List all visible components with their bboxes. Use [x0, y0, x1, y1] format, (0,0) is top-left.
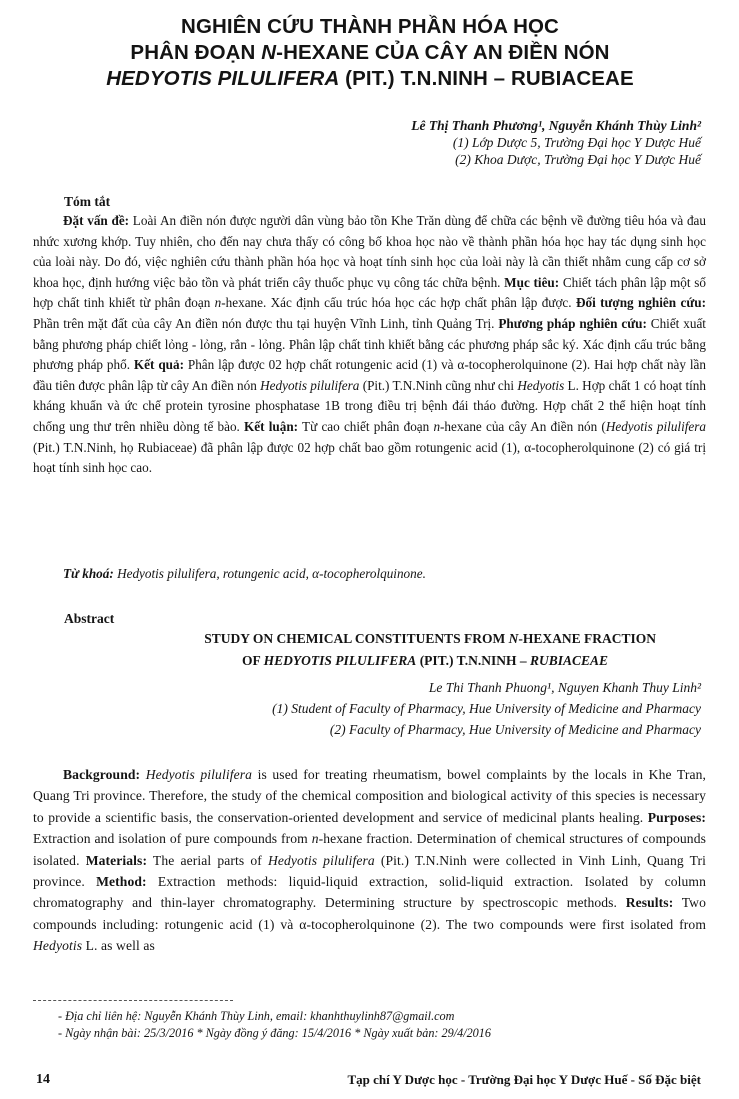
- title-en-part: OF: [242, 653, 264, 668]
- title-line-3: [40, 66, 700, 92]
- text-aim-vi-2: -hexane. Xác định cấu trúc hóa học các hợp chất phân lập được.: [221, 295, 576, 311]
- keywords-vi: [63, 566, 426, 582]
- label-conclusion-vi: Kết luận:: [244, 418, 299, 434]
- journal-name: Tạp chí Y Dược học - Trường Đại học Y Dược Huế - Số Đặc biệt: [347, 1072, 701, 1087]
- title-line-1: NGHIÊN CỨU THÀNH PHẦN HÓA HỌC: [181, 15, 559, 38]
- title-en-part: (PIT.) T.N.NINH –: [416, 653, 530, 668]
- text-materials-en-2: (Pit.) T.N.Ninh were collected in Vinh Linh, Quang Tri province.: [33, 852, 707, 890]
- text-materials-en: The aerial parts of: [147, 852, 268, 868]
- label-background-en: Background:: [63, 767, 141, 782]
- text-background-vi: Loài An điền nón được người dân vùng bảo tồn Khe Trăn dùng để chữa các bệnh về đường tiêu hóa và đau nhức xương khớp. Tuy nhiên, cho đến nay chưa thấy có công bố khoa học nào về thành phần hóa học hay tác dụng sinh học của loài này. Do đó, việc nghiên cứu thành phần hóa học và hoạt tính sinh học của loài này là cần thiết nhằm cung cấp cơ sở khoa học, định hướng việc bảo tồn và phát triển cây thuốc phục vụ công tác chữa bệnh.: [33, 213, 706, 290]
- article-title-en: [60, 628, 700, 672]
- affiliation-2-en: (2) Faculty of Pharmacy, Hue University of Medicine and Pharmacy: [329, 722, 701, 737]
- summary-heading: Tóm tắt: [64, 194, 111, 209]
- text-subject-vi: Phần trên mặt đất của cây An điền nón được thu tại huyện Vĩnh Linh, tỉnh Quảng Trị.: [33, 315, 499, 331]
- summary-en: [33, 764, 706, 957]
- label-background-vi: Đặt vấn đề:: [63, 213, 130, 228]
- affiliation-1-vi: (1) Lớp Dược 5, Trường Đại học Y Dược Huế: [452, 135, 701, 150]
- title-en-part: -HEXANE FRACTION: [518, 631, 656, 646]
- label-aim-vi: Mục tiêu:: [504, 274, 560, 290]
- author-names-vi: Lê Thị Thanh Phương¹, Nguyễn Khánh Thùy Linh²: [411, 118, 701, 133]
- text-background-species-en: Hedyotis pilulifera: [140, 767, 253, 782]
- label-results-vi: Kết quả:: [133, 357, 184, 373]
- label-results-en: Results:: [625, 895, 674, 911]
- text-purposes-en-2: -hexane fraction. Determination of chemical structures of compounds isolated.: [33, 831, 706, 868]
- text-results-vi: Phân lập được 02 hợp chất rotungenic acid (1) và α-tocopherolquinone (2). Hai hợp chất này lần đầu tiên được phân lập từ cây An điền nón: [33, 357, 706, 393]
- footnotes: [58, 1008, 491, 1041]
- text-results-en: Two compounds including: rotungenic acid (1) và α-tocopherolquinone (2). The two compounds were first isolated from: [33, 895, 706, 932]
- author-names-en: Le Thi Thanh Phuong¹, Nguyen Khanh Thuy Linh²: [428, 680, 701, 695]
- title-line-2-part: PHÂN ĐOẠN: [130, 41, 262, 64]
- label-materials-en: Materials:: [85, 852, 148, 868]
- label-method-vi: Phương pháp nghiên cứu:: [498, 315, 647, 331]
- text-purposes-en: Extraction and isolation of pure compounds from: [33, 831, 312, 847]
- text-purposes-n-en: n: [311, 831, 319, 847]
- text-results-genus-vi: Hedyotis: [517, 377, 565, 393]
- title-en-line-1: [60, 628, 700, 650]
- text-method-vi: Chiết xuất bằng phương pháp chiết lỏng - lỏng, rắn - lỏng. Phân lập chất tinh khiết bằng các phương pháp sắc ký. Xác định cấu trúc bằng phương pháp phổ.: [33, 315, 706, 373]
- text-conclusion-vi-2: -hexane của cây An điền nón (: [440, 418, 606, 434]
- text-conclusion-vi-3: (Pit.) T.N.Ninh, họ Rubiaceae) đã phân lập được 02 hợp chất bao gồm rotungenic acid (1), α-tocopherolquinone (2) có giá trị hoạt tính sinh học cao.: [33, 439, 706, 476]
- abstract-heading: Abstract: [64, 611, 115, 626]
- title-line-2-part: -HEXANE CỦA CÂY AN ĐIỀN NÓN: [276, 41, 610, 64]
- text-materials-species-en: Hedyotis pilulifera: [267, 852, 375, 868]
- text-method-en: Extraction methods: liquid-liquid extraction, solid-liquid extraction. Isolated by column chromatography and thin-layer chromatography. Determining structure by spectroscopic methods.: [33, 874, 706, 911]
- title-en-n: N: [508, 631, 519, 646]
- title-line-2-italic: N: [261, 41, 277, 64]
- text-aim-n-vi: n: [214, 295, 222, 311]
- label-purposes-en: Purposes:: [647, 809, 706, 825]
- text-keywords-vi: Hedyotis pilulifera, rotungenic acid, α-tocopherolquinone.: [113, 566, 426, 581]
- title-en-part: STUDY ON CHEMICAL CONSTITUENTS FROM: [204, 631, 509, 646]
- summary-vi: [33, 211, 706, 479]
- label-subject-vi: Đối tượng nghiên cứu:: [575, 295, 706, 311]
- affiliation-2-vi: (2) Khoa Dược, Trường Đại học Y Dược Huế: [455, 152, 701, 167]
- text-conclusion-vi: Từ cao chiết phân đoạn: [298, 418, 434, 434]
- title-en-family: RUBIACEAE: [529, 653, 608, 668]
- authors-en: [272, 677, 701, 740]
- label-keywords-vi: Từ khoá:: [63, 566, 114, 581]
- title-en-species: HEDYOTIS PILULIFERA: [263, 653, 417, 668]
- text-results-en-2: L. as well as: [82, 938, 155, 954]
- footnote-dates: - Ngày nhận bài: 25/3/2016 * Ngày đồng ý đăng: 15/4/2016 * Ngày xuất bản: 29/4/2016: [58, 1025, 491, 1040]
- text-aim-vi: Chiết tách phân lập một số hợp chất tinh khiết từ phân đoạn: [33, 274, 706, 311]
- title-en-line-2: [60, 650, 700, 672]
- footnote-separator: [33, 1000, 233, 1001]
- text-conclusion-n-vi: n: [433, 418, 441, 434]
- text-results-vi-3: L. Hợp chất 1 có hoạt tính kháng khuẩn và ức chế protein tyrosine phosphatase 1B trong điều trị bệnh đái tháo đường. Hợp chất 2 thể hiện hoạt tính chống ung thư trên nhiều dòng tế bào.: [33, 377, 706, 434]
- footnote-contact: - Địa chỉ liên hệ: Nguyễn Khánh Thùy Linh, email: khanhthuylinh87@gmail.com: [58, 1009, 455, 1023]
- authors-vi: [411, 117, 701, 168]
- text-conclusion-species-vi: Hedyotis pilulifera: [605, 418, 706, 434]
- page-number: 14: [36, 1072, 50, 1087]
- title-line-3-part: (PIT.) T.N.NINH – RUBIACEAE: [339, 67, 634, 90]
- text-results-genus-en: Hedyotis: [33, 938, 83, 954]
- text-background-en: is used for treating rheumatism, bowel complaints by the locals in Khe Tran, Quang Tri province. Therefore, the study of the chemical composition and biological activity of this species is necessary to provide a scientific basis, the conservation-oriented development and service of medicinal plants healing.: [33, 767, 707, 825]
- title-species: HEDYOTIS PILULIFERA: [106, 67, 340, 90]
- article-title-vi: [40, 14, 700, 92]
- label-method-en: Method:: [96, 874, 147, 890]
- affiliation-1-en: (1) Student of Faculty of Pharmacy, Hue University of Medicine and Pharmacy: [272, 701, 701, 716]
- text-results-vi-2: (Pit.) T.N.Ninh cũng như chi: [359, 377, 518, 393]
- title-line-2: [40, 40, 700, 66]
- text-results-species-vi: Hedyotis pilulifera: [260, 377, 360, 393]
